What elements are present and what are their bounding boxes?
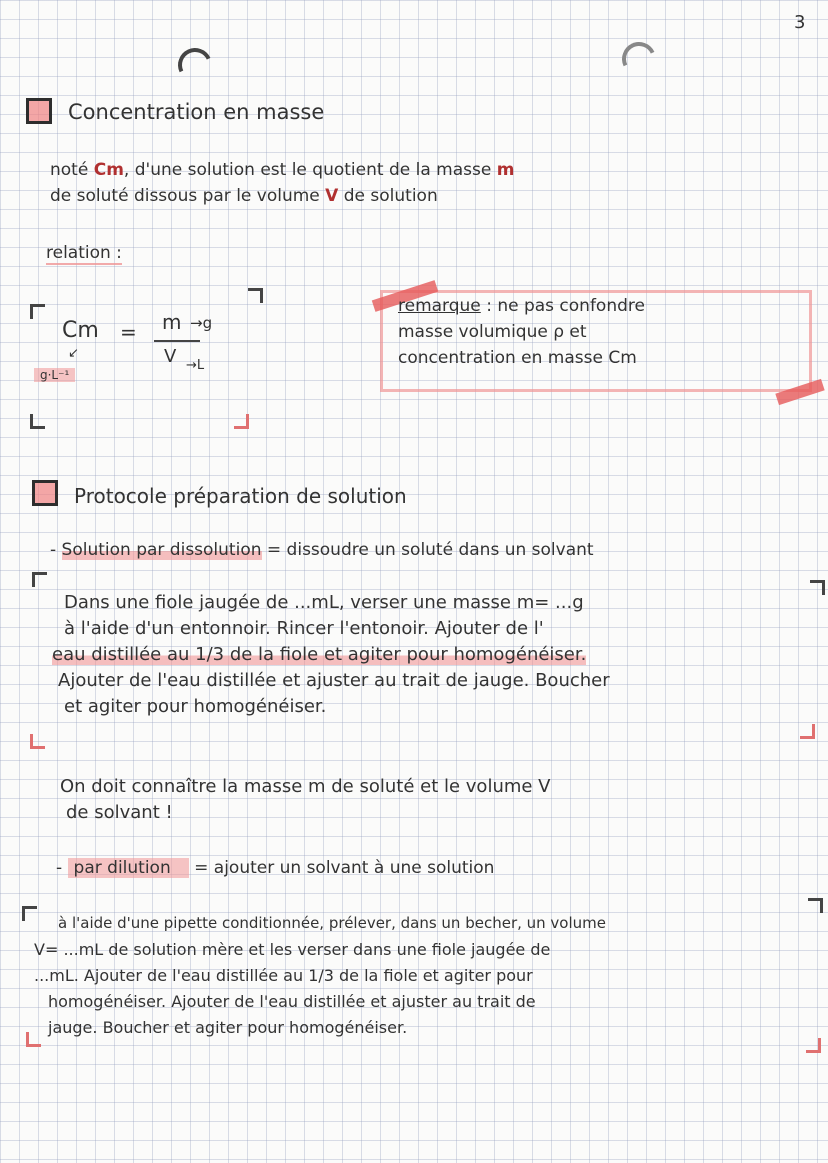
remark-line-2: masse volumique ρ et	[398, 322, 587, 342]
definition-line-2: de soluté dissous par le volume V de solution	[50, 186, 438, 206]
formula-numerator-unit: →g	[190, 314, 213, 332]
formula-lhs-arrow: ↙	[68, 346, 79, 361]
dissolution-bracket-bottom-right	[800, 724, 815, 739]
punch-hole-right	[617, 37, 661, 81]
definition-line-1: noté Cm, d'une solution est le quotient de la masse m	[50, 160, 515, 180]
formula-denominator: V	[164, 346, 177, 367]
remark-label: remarque	[398, 296, 481, 316]
formula-lhs-unit: g·L⁻¹	[34, 368, 75, 382]
section-checkbox-concentration[interactable]	[26, 98, 52, 124]
dissolution-label: Solution par dissolution	[61, 540, 262, 560]
formula-cm: Cm	[62, 318, 99, 343]
note-line-2: de solvant !	[66, 802, 173, 823]
dilution-bracket-bottom-right	[806, 1038, 821, 1053]
dilution-text-4: homogénéiser. Ajouter de l'eau distillée et ajuster au trait de	[48, 992, 536, 1011]
fraction-bar	[154, 340, 200, 342]
dilution-bracket-top-right	[808, 898, 823, 913]
page-number: 3	[794, 12, 806, 33]
dilution-text-3: ...mL. Ajouter de l'eau distillée au 1/3 de la fiole et agiter pour	[34, 966, 533, 985]
dissolution-text-2: à l'aide d'un entonnoir. Rincer l'entonoir. Ajouter de l'	[64, 618, 544, 639]
formula-denominator-unit: →L	[186, 358, 205, 373]
dilution-text-1: à l'aide d'une pipette conditionnée, prélever, dans un becher, un volume	[58, 914, 606, 932]
dilution-label: par dilution	[68, 858, 189, 878]
punch-hole-left	[173, 43, 217, 87]
note-line-1: On doit connaître la masse m de soluté et le volume V	[60, 776, 551, 797]
dissolution-bracket-bottom-left	[30, 734, 45, 749]
dissolution-header: - Solution par dissolution = dissoudre un soluté dans un solvant	[50, 540, 594, 560]
dilution-bracket-bottom-left	[26, 1032, 41, 1047]
dilution-bracket-top-left	[22, 906, 37, 921]
section-title-concentration: Concentration en masse	[68, 100, 325, 124]
dilution-text-5: jauge. Boucher et agiter pour homogénéiser.	[48, 1018, 408, 1037]
bracket-bottom-left	[30, 414, 45, 429]
dilution-text-2: V= ...mL de solution mère et les verser dans une fiole jaugée de	[34, 940, 551, 959]
dissolution-text-3: eau distillée au 1/3 de la fiole et agiter pour homogénéiser.	[52, 644, 587, 665]
section-checkbox-protocol[interactable]	[32, 480, 58, 506]
dissolution-text-5: et agiter pour homogénéiser.	[64, 696, 327, 717]
bracket-bottom-right	[234, 414, 249, 429]
dilution-header: - par dilution = ajouter un solvant à une solution	[56, 858, 495, 878]
section-title-protocol: Protocole préparation de solution	[74, 484, 407, 508]
remark-line-1: remarque : ne pas confondre	[398, 296, 645, 316]
dissolution-bracket-top-left	[32, 572, 47, 587]
dissolution-text-1: Dans une fiole jaugée de ...mL, verser une masse m= ...g	[64, 592, 584, 613]
dissolution-text-4: Ajouter de l'eau distillée et ajuster au trait de jauge. Boucher	[58, 670, 610, 691]
remark-line-3: concentration en masse Cm	[398, 348, 637, 368]
formula-numerator: m	[162, 310, 182, 334]
bracket-top-right	[248, 288, 263, 303]
bracket-top-left	[30, 304, 45, 319]
formula-equals: =	[120, 320, 137, 344]
dissolution-bracket-top-right	[810, 580, 825, 595]
relation-label: relation :	[46, 243, 122, 263]
